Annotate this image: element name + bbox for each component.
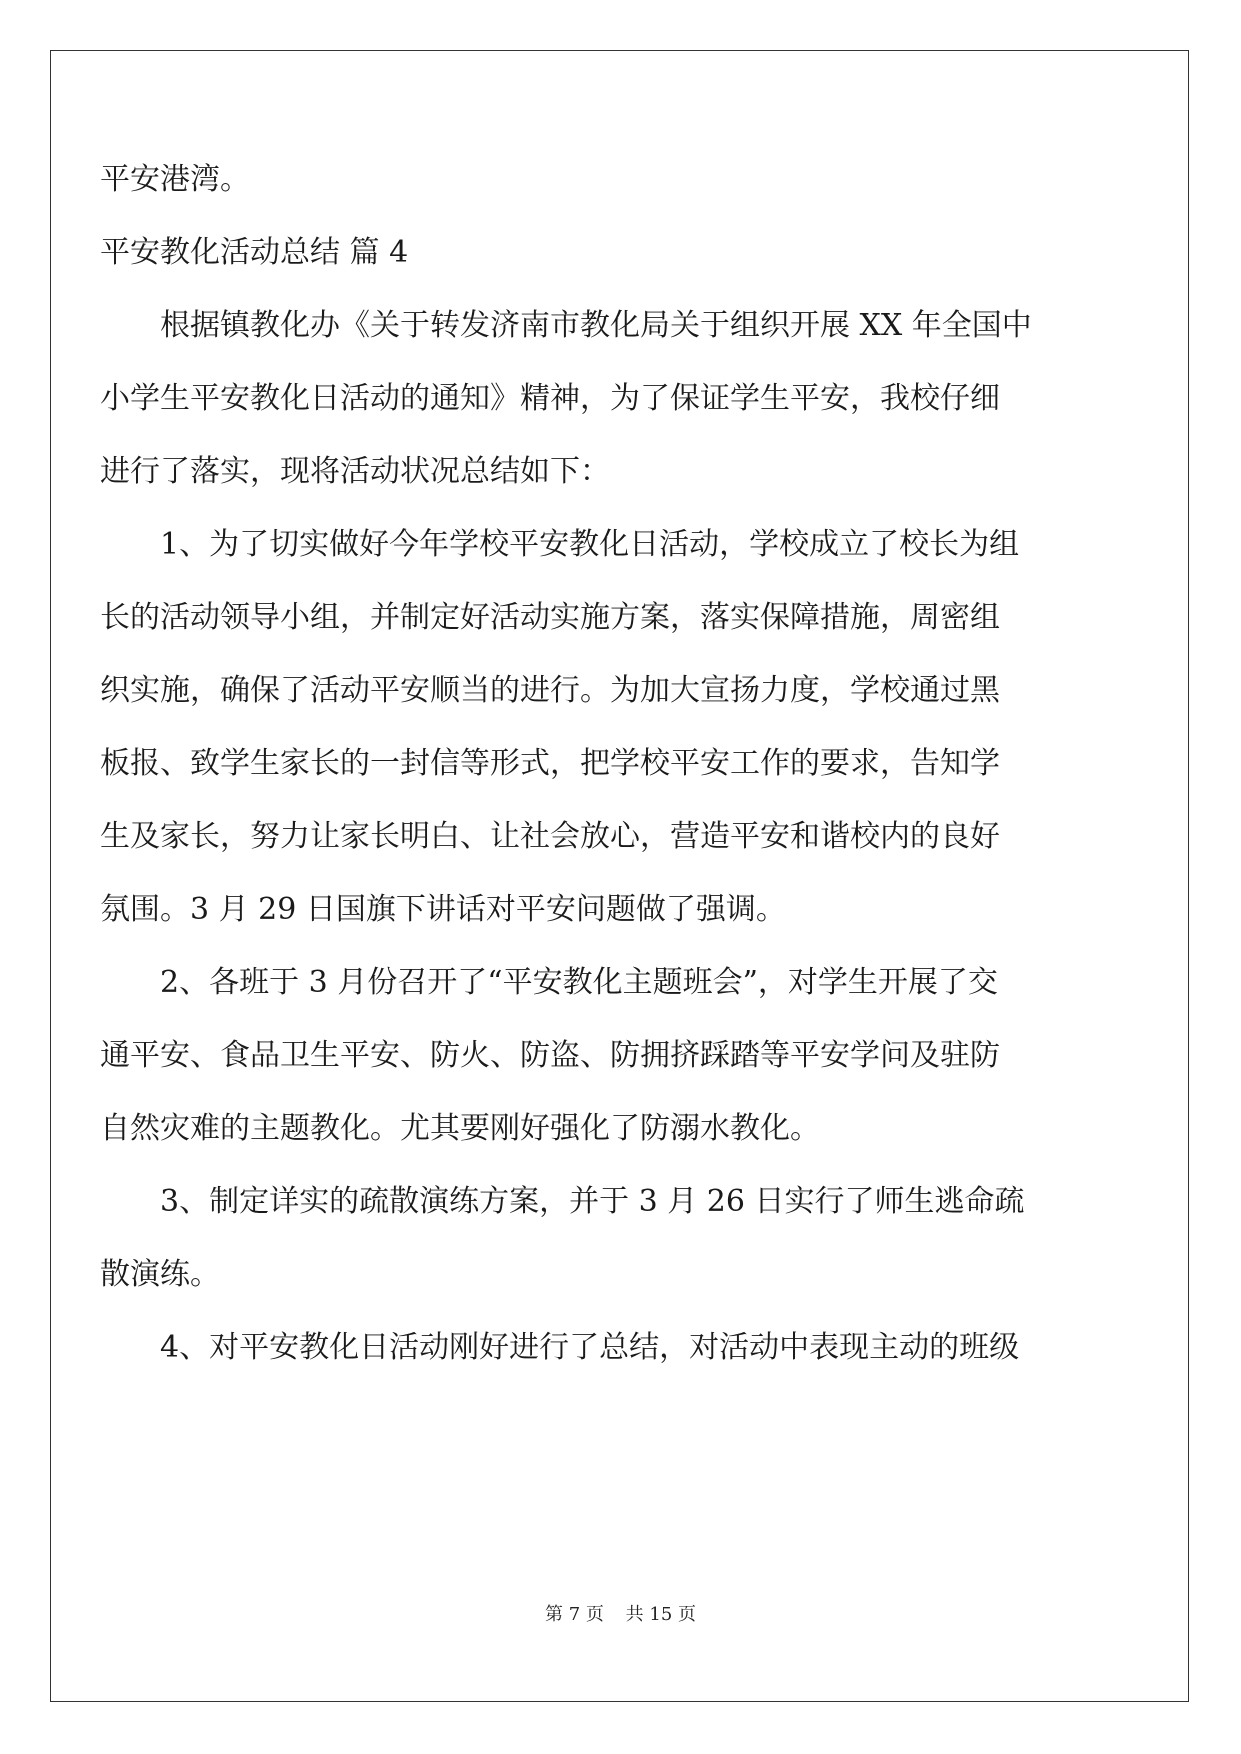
text-line: 散演练。 [100, 1257, 220, 1292]
text-line: 生及家长，努力让家长明白、让社会放心，营造平安和谐校内的良好 [100, 819, 1000, 854]
text-line: 进行了落实，现将活动状况总结如下： [100, 454, 610, 489]
text-line: 1、为了切实做好今年学校平安教化日活动，学校成立了校长为组 [100, 527, 1020, 562]
text-line: 4、对平安教化日活动刚好进行了总结，对活动中表现主动的班级 [100, 1330, 1020, 1365]
page-frame [50, 50, 1189, 1702]
section-title: 平安教化活动总结 篇 4 [100, 235, 409, 270]
text-line: 平安港湾。 [100, 162, 250, 197]
text-line: 织实施，确保了活动平安顺当的进行。为加大宣扬力度，学校通过黑 [100, 673, 1000, 708]
text-line: 自然灾难的主题教化。尤其要刚好强化了防溺水教化。 [100, 1111, 820, 1146]
text-line: 3、制定详实的疏散演练方案，并于 3 月 26 日实行了师生逃命疏 [100, 1184, 1025, 1219]
text-line: 2、各班于 3 月份召开了“平安教化主题班会”，对学生开展了交 [100, 965, 998, 1000]
text-line: 氛围。3 月 29 日国旗下讲话对平安问题做了强调。 [100, 892, 786, 927]
page-number-current: 第 7 页 [545, 1604, 604, 1625]
text-line: 板报、致学生家长的一封信等形式，把学校平安工作的要求，告知学 [100, 746, 1000, 781]
page-number-total: 共 15 页 [625, 1604, 696, 1625]
text-line: 小学生平安教化日活动的通知》精神，为了保证学生平安，我校仔细 [100, 381, 1000, 416]
page-footer [0, 1600, 1241, 1626]
text-line: 通平安、食品卫生平安、防火、防盗、防拥挤踩踏等平安学问及驻防 [100, 1038, 1000, 1073]
text-line: 长的活动领导小组，并制定好活动实施方案，落实保障措施，周密组 [100, 600, 1000, 635]
text-line: 根据镇教化办《关于转发济南市教化局关于组织开展 XX 年全国中 [100, 308, 1032, 343]
